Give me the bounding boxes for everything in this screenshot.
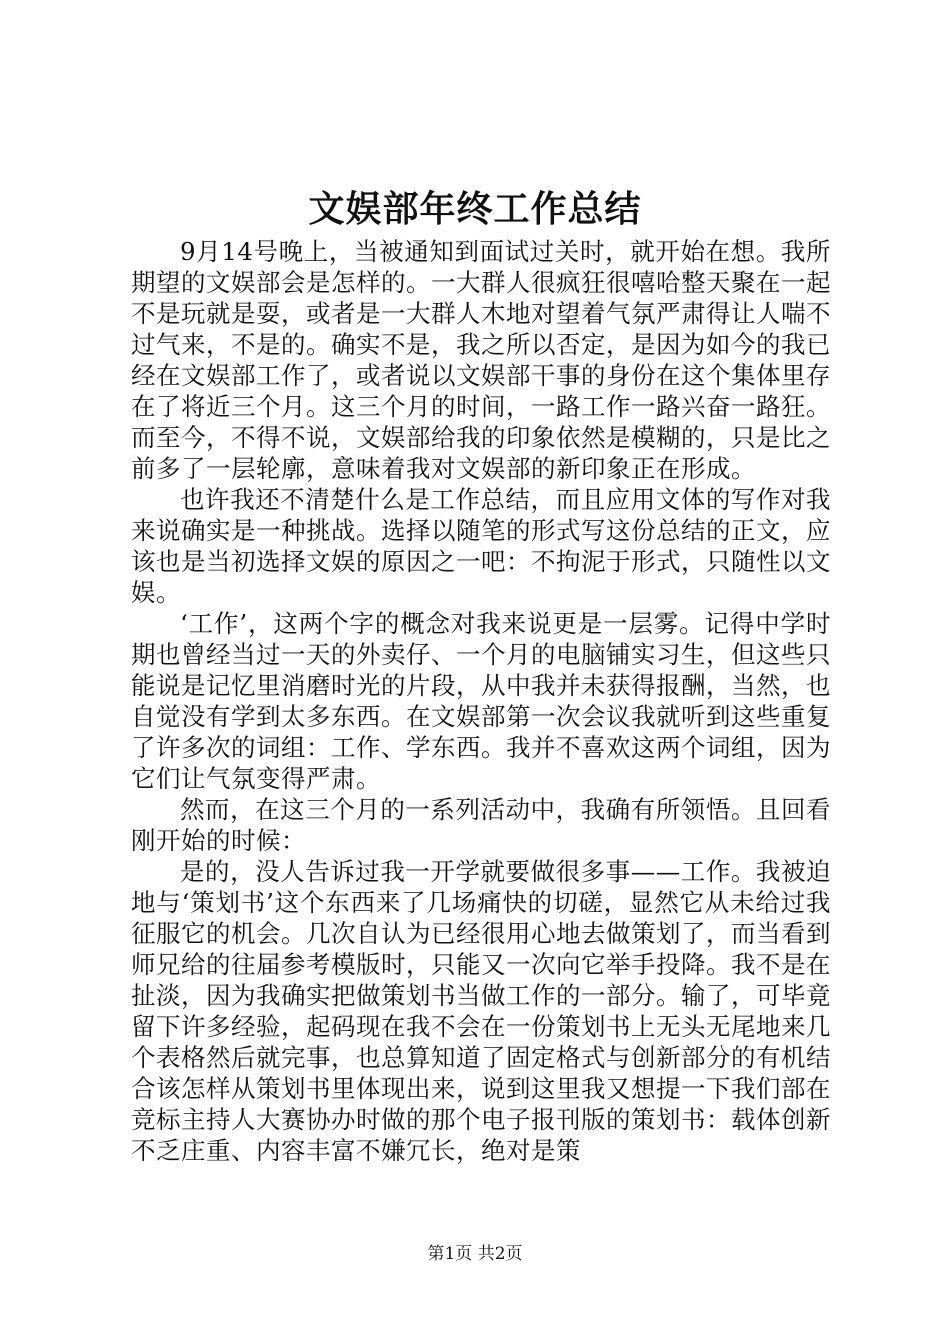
paragraph: 9月14号晚上，当被通知到面试过关时，就开始在想。我所期望的文娱部会是怎样的。一大群人很疯狂很嘻哈整天聚在一起不是玩就是耍，或者是一大群人木地对望着气氛严肃得让人喘不过气来，不是的。确实不是，我之所以否定，是因为如今的我已经在文娱部工作了，或者说以文娱部干事的身份在这个集体里存在了将近三个月。这三个月的时间，一路工作一路兴奋一路狂。而至今，不得不说，文娱部给我的印象依然是模糊的，只是比之前多了一层轮廓，意味着我对文娱部的新印象正在形成。 xyxy=(131,237,831,483)
paragraph: 是的，没人告诉过我一开学就要做很多事——工作。我被迫地与‘策划书’这个东西来了几场痛快的切磋，显然它从未给过我征服它的机会。几次自认为已经很用心地去做策划了，而当看到师兄给的往届参考模版时，只能又一次向它举手投降。我不是在扯淡，因为我确实把做策划书当做工作的一部分。输了，可毕竟留下许多经验，起码现在我不会在一份策划书上无头无尾地来几个表格然后就完事，也总算知道了固定格式与创新部分的有机结合该怎样从策划书里体现出来，说到这里我又想提一下我们部在竞标主持人大赛协办时做的那个电子报刊版的策划书：载体创新不乏庄重、内容丰富不嫌冗长，绝对是策 xyxy=(131,857,831,1165)
page-number-footer: 第1页 共2页 xyxy=(427,1244,523,1264)
document-body xyxy=(131,236,831,1166)
paragraph: 然而，在这三个月的一系列活动中，我确有所领悟。且回看刚开始的时候： xyxy=(131,795,831,855)
paragraph: ‘工作’，这两个字的概念对我来说更是一层雾。记得中学时期也曾经当过一天的外卖仔、一个月的电脑铺实习生，但这些只能说是记忆里消磨时光的片段，从中我并未获得报酬，当然，也自觉没有学到太多东西。在文娱部第一次会议我就听到这些重复了许多次的词组：工作、学东西。我并不喜欢这两个词组，因为它们让气氛变得严肃。 xyxy=(131,609,831,793)
document-title: 文娱部年终工作总结 xyxy=(308,188,642,230)
paragraph: 也许我还不清楚什么是工作总结，而且应用文体的写作对我来说确实是一种挑战。选择以随笔的形式写这份总结的正文，应该也是当初选择文娱的原因之一吧：不拘泥于形式，只随性以文娱。 xyxy=(131,485,831,607)
